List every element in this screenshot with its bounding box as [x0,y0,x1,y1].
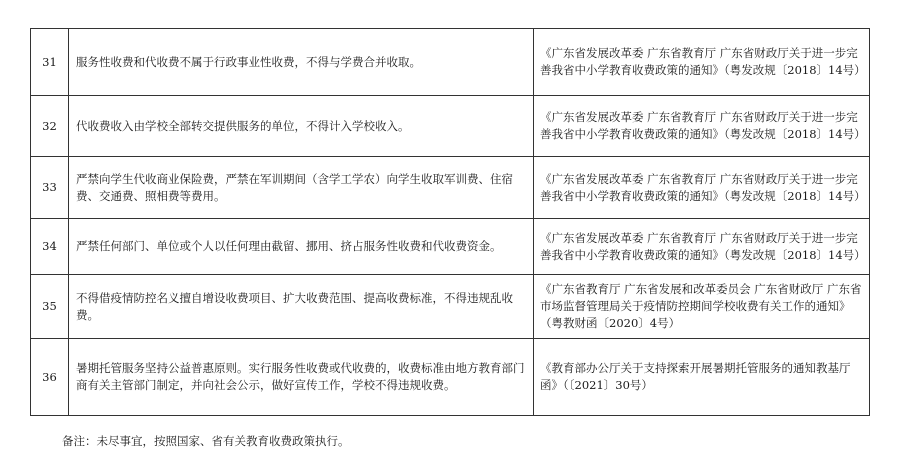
policy-source: 《广东省发展改革委 广东省教育厅 广东省财政厅关于进一步完善我省中小学教育收费政策的通知》（粤发改规〔2018〕14号） [534,157,870,219]
table-row [31,275,870,339]
table-row [31,96,870,157]
policy-content: 代收费收入由学校全部转交提供服务的单位，不得计入学校收入。 [69,96,534,157]
policy-content: 服务性收费和代收费不属于行政事业性收费，不得与学费合并收取。 [69,29,534,96]
row-number: 35 [31,275,69,339]
row-number: 34 [31,219,69,275]
table-row [31,219,870,275]
policy-table [30,28,870,416]
policy-source: 《广东省教育厅 广东省发展和改革委员会 广东省财政厅 广东省市场监督管理局关于疫情防控期间学校收费有关工作的通知》（粤教财函〔2020〕4号） [534,275,870,339]
row-number: 33 [31,157,69,219]
policy-content: 不得借疫情防控名义擅自增设收费项目、扩大收费范围、提高收费标准，不得违规乱收费。 [69,275,534,339]
policy-content: 暑期托管服务坚持公益普惠原则。实行服务性收费或代收费的，收费标准由地方教育部门商有关主管部门制定，并向社会公示，做好宣传工作，学校不得违规收费。 [69,339,534,416]
row-number: 32 [31,96,69,157]
policy-source: 《广东省发展改革委 广东省教育厅 广东省财政厅关于进一步完善我省中小学教育收费政策的通知》（粤发改规〔2018〕14号） [534,96,870,157]
policy-source: 《广东省发展改革委 广东省教育厅 广东省财政厅关于进一步完善我省中小学教育收费政策的通知》（粤发改规〔2018〕14号） [534,219,870,275]
table-row [31,29,870,96]
table-row [31,157,870,219]
table-row [31,339,870,416]
row-number: 31 [31,29,69,96]
footnote: 备注：未尽事宜，按照国家、省有关教育收费政策执行。 [62,434,350,448]
policy-content: 严禁任何部门、单位或个人以任何理由截留、挪用、挤占服务性收费和代收费资金。 [69,219,534,275]
policy-source: 《广东省发展改革委 广东省教育厅 广东省财政厅关于进一步完善我省中小学教育收费政策的通知》（粤发改规〔2018〕14号） [534,29,870,96]
row-number: 36 [31,339,69,416]
policy-content: 严禁向学生代收商业保险费，严禁在军训期间（含学工学农）向学生收取军训费、住宿费、交通费、照相费等费用。 [69,157,534,219]
policy-source: 《教育部办公厅关于支持探索开展暑期托管服务的通知教基厅函》（〔2021〕30号） [534,339,870,416]
